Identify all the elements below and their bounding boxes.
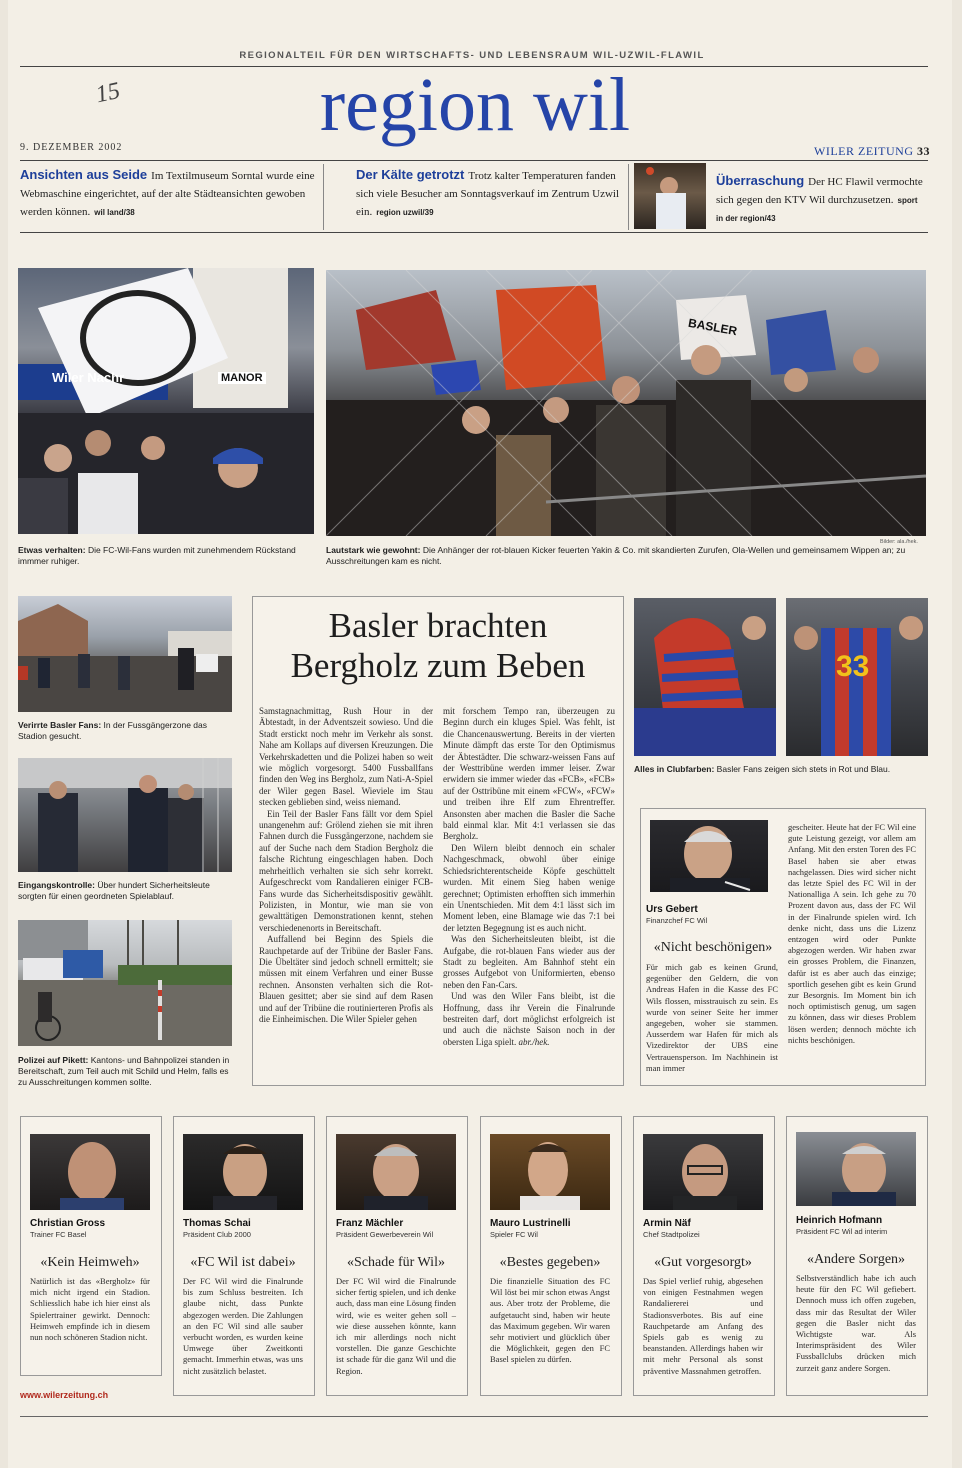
article-paragraph: Und was den Wiler Fans bleibt, ist die Hoffnung, dass ihr Verein die Finalrunde bestreiten darf, dort möglichst erfolgreich ist und auch die nächste Saison noch in der obersten Liga spielt. abr./hek. (443, 991, 615, 1047)
voice-name: Christian Gross (30, 1218, 106, 1229)
teaser-text: Im Textilmuseum Sorntal wurde eine Webmaschine eingerichtet, auf der alte Städteansichten gewoben werden können. (20, 170, 315, 218)
article-paragraph: Samstagnachmittag, Rush Hour in der Äbtestadt, in der Adventszeit sowieso. Und die Stadt erstickt noch mehr im Verkehr als sonst. Nahe am Kollaps auf diversen Kreuzungen. Die Verkehrskadetten und die Polizei haben so weit wie möglich vorgesorgt. 5400 Fussballfans finden den Weg ins Bergholz, zum Nati-A-Spiel der Wiler gegen Basel. Wieviele im Stau stecken geblieben sind, weiss niemand. (259, 706, 433, 808)
teaser-title: Überraschung (716, 173, 805, 188)
article-paragraph: Den Wilern bleibt dennoch ein schaler Nachgeschmack, obwohl über einige Schiedsrichterentscheide Köpfe geschüttelt wurden. Mit einem Sieg haben wenige gerechnet; Optimisten erhofften sich immerhin ein Unentschieden. Mit dem 4:1 lässt sich im Moment leben, eine Blamage wie das 7:1 bei der letzten Begegnung ist es auch nicht. (443, 842, 615, 933)
teaser-2 (356, 166, 626, 220)
voice-quote: «Andere Sorgen» (806, 1252, 906, 1267)
teaser-text: Trotz kalter Temperaturen fanden sich viele Besucher am Sonntagsverkauf im Zentrum Uzwil ein. (356, 170, 620, 218)
teaser-1 (20, 166, 320, 220)
voice-text: Das Spiel verlief ruhig, abgesehen von einigen Festnahmen wegen Randaliererei und Stadionsverbotes. Bis auf eine Rauchpetarde am Anfang des Spiels gab es wenig zu beanstanden. Allerdings haben wir mit mehr Personal als sonst präventive Massnahmen getroffen. (643, 1276, 763, 1376)
voice-quote: «Gut vorgesorgt» (654, 1255, 752, 1270)
issue-date: 9. DEZEMBER 2002 (20, 142, 123, 153)
photo-armin-naef (643, 1134, 763, 1210)
voice-role: Präsident FC Wil ad interim (796, 1227, 888, 1236)
voice-text: Natürlich ist das «Bergholz» für mich nicht irgend ein Stadion. Schliesslich habe ich hier einst als Spielertrainer gewirkt. Dennoch: Heimweh empfinde ich in diesem nun noch schöneren Stadion nicht. (30, 1276, 150, 1343)
article-paragraph: mit forschem Tempo ran, überzeugen zu Beginn durch ein kluges Spiel. Was fehlt, ist die Chancenauswertung. Bereits in der vierten Minute dämpft das erste Tor den Optimismus der Äbtestädter. Die schwarz-weissen Fans auf der Westtribüne werden immer leiser. Zwar erwidern sie immer wieder das «FCB», «FCB» auf der Osttribüne mit einem «FCW», «FCW» und treiben ihre Elf zum Ehrentreffer. Ansonsten aber machen die Basler die Sache bald einmal klar. Mit 4:1 verlassen sie das Bergholz. (443, 706, 615, 842)
voice-name: Franz Mächler (336, 1218, 404, 1229)
handwritten-number: 15 (93, 77, 123, 109)
photo-credit: Bilder: ala./hek. (880, 539, 918, 545)
photo-fan-hat (634, 598, 776, 756)
caption-polizei: Polizei auf Pikett: Kantons- und Bahnpolizei standen in Bereitschaft, zum Teil auch mit Schild und Helm, falls es zu Ausschreitungen kommen sollte. (18, 1055, 230, 1087)
gebert-quote: «Nicht beschönigen» (653, 940, 773, 955)
voice-role: Chef Stadtpolizei (643, 1230, 700, 1239)
article-paragraph: Auffallend bei Beginn des Spiels die Rauchpetarde auf der Tribüne der Basler Fans. Die Übeltäter sind jedoch schnell ermittelt; sie müssen mit einem Verfahren und einer Busse rechnen. Ansonsten verhalten sich die Rot-Blauen gesittet; aber sie sind auf dem Rasen und auf der Tribüne die routinierteren Profis als die Einheimischen. Die Wiler Spieler gehen (259, 934, 433, 1024)
voice-name: Mauro Lustrinelli (490, 1218, 571, 1229)
voice-quote: «Kein Heimweh» (40, 1255, 140, 1270)
photo-basler-fans-street (18, 596, 232, 712)
teaser-ref: sport in der region/43 (716, 196, 918, 223)
teaser-ref: wil land/38 (94, 208, 135, 217)
gebert-text-left: Für mich gab es keinen Grund, gegenüber den Geldern, die von Andreas Hafen in die Kasse des FC Wils flossen, misstrauisch zu sein. Es wurde von seiner Seite her immer angegeben, woher sie stammen. Ausserdem war Hafen für mich als Vizedirektor der UBS eine Vertrauensperson. Im Nachhinein ist man immer (646, 962, 778, 1073)
photo-basel-fans (326, 270, 926, 536)
teaser-photo-handball (634, 163, 706, 229)
photo-christian-gross (30, 1134, 150, 1210)
photo-fan-jersey (786, 598, 928, 756)
voice-text: Der FC Wil wird die Finalrunde bis zum Schluss bestreiten. Ich glaube nicht, dass Punkte abgezogen werden. Die Zahlungen an den FC Wil sind alle sauber verbucht worden, es wurden keine Umwege über Zweitkonti gemacht. Immerhin etwas, was uns nicht zusätzlich belastet. (183, 1276, 303, 1376)
paper-name: WILER ZEITUNG 33 (814, 144, 930, 158)
voice-role: Spieler FC Wil (490, 1230, 538, 1239)
voice-role: Präsident Club 2000 (183, 1230, 251, 1239)
caption-verirrte-fans: Verirrte Basler Fans: In der Fussgängerzone das Stadion gesucht. (18, 720, 208, 741)
teaser-title: Der Kälte getrotzt (356, 167, 465, 182)
photo-wil-fans (18, 268, 314, 534)
teaser-title: Ansichten aus Seide (20, 167, 148, 182)
voice-role: Präsident Gewerbeverein Wil (336, 1230, 434, 1239)
svg-text:33: 33 (836, 650, 870, 683)
voice-name: Heinrich Hofmann (796, 1215, 883, 1226)
page-number: 33 (917, 144, 930, 158)
caption-etwas-verhalten: Etwas verhalten: Die FC-Wil-Fans wurden mit zunehmendem Rückstand immmer ruhiger. (18, 545, 296, 566)
voice-quote: «Bestes gegeben» (499, 1255, 601, 1270)
voice-text: Die finanzielle Situation des FC Wil löst bei mir schon etwas Angst aus. Aber trotz der Probleme, die aufgetaucht sind, haben wir heute das Maximum gegeben. Wir waren sehr motiviert und glücklich über die Möglichkeit, gegen den FC Basel spielen zu dürfen. (490, 1276, 610, 1365)
article-column-1 (259, 706, 433, 1025)
author-signature: abr./hek. (518, 1036, 550, 1047)
photo-eingangskontrolle (18, 758, 232, 872)
article-column-2 (443, 706, 615, 1048)
gebert-role: Finanzchef FC Wil (646, 916, 708, 925)
article-paragraph: Was den Sicherheitsleuten bleibt, ist die Aufgabe, die rot-blauen Fans wieder aus der Stadt zu begleiten. Am Bahnhof steht ein grosses Aufgebot von Uniformierten, ebenso neben den Fan-Cars. (443, 934, 615, 990)
gebert-name: Urs Gebert (646, 904, 698, 915)
gebert-text-right: gescheiter. Heute hat der FC Wil eine gute Leistung gezeigt, vor allem am Anfang. Mit den ersten Toren des FC Basel haben sie aber etwas nachgelassen. Dies wird sicher nicht das letzte Spiel des FC Wil in der Nationalliga A sein. Ich gehe zu 70 Prozent davon aus, dass der FC Wil in der Finalrunde spielen wird. Ich denke nicht, dass uns die Lizenz entzogen wird oder Punkte abgezogen werden. Wir haben zwar ein grosses Problem, die Finanzen, dafür ist es aber auch das einzige; sportlich gesehen gibt es kein Grund zur Besorgnis. Im Moment bin ich noch optimistisch genug, um sagen zu können, dass wir dieses Problem lösen werden; dennoch möchte ich nichts beschönigen. (788, 822, 916, 1045)
banner-manor: MANOR (218, 372, 266, 384)
photo-mauro-lustrinelli (490, 1134, 610, 1210)
supertitle: REGIONALTEIL FÜR DEN WIRTSCHAFTS- UND LEBENSRAUM WIL-UZWIL-FLAWIL (239, 50, 705, 61)
voice-name: Armin Näf (643, 1218, 691, 1229)
voice-quote: «Schade für Wil» (347, 1255, 445, 1270)
article-paragraph: Ein Teil der Basler Fans fällt vor dem Spiel unangenehm auf: Grölend ziehen sie mit ihren Fahnen durch die Fussgängerzone, nachdem sie auf der Suche nach dem Stadion Bergholz die falsche Richtung eingeschlagen haben. Doch mehrheitlich verhalten sie sich sehr korrekt. Aufgeschreckt vom Randalieren einiger FCB-Fans wurde das Sicherheitsdispositiv gewählt. Polizisten, in Montur, wie man sie von gewalttätigen Demonstrationen kennt, stehen verschiedenenorts in Bereitschaft. (259, 808, 433, 933)
photo-franz-maechler (336, 1134, 456, 1210)
caption-eingangskontrolle: Eingangskontrolle: Über hundert Sicherheitsleute sorgten für einen geordneten Spielablauf. (18, 880, 210, 901)
banner-wiler-nachrichten: Wiler Nachr (52, 370, 125, 385)
photo-thomas-schai (183, 1134, 303, 1210)
caption-lautstark: Lautstark wie gewohnt: Die Anhänger der rot-blauen Kicker feuerten Yakin & Co. mit skandierten Zurufen, Ola-Wellen und gemeinsamem Wippen an; zu Ausschreitungen kam es nicht. (326, 545, 906, 566)
photo-polizei-pikett (18, 920, 232, 1046)
caption-clubfarben: Alles in Clubfarben: Basler Fans zeigen sich stets in Rot und Blau. (634, 764, 891, 774)
voice-text: Selbstverständlich habe ich auch heute für den FC Wil gefiebert. Dennoch muss ich offen zugeben, dass mir das Resultat der Wiler gegen die Basler nicht das Wichtigste war. Als Interimspräsident des Wiler Fussballclubs drücken mich zurzeit ganz andere Sorgen. (796, 1273, 916, 1373)
voice-text: Der FC Wil wird die Finalrunde sicher fertig spielen, und ich denke auch, dass man eine Lösung finden wird, wie es weiter gehen soll – wie diese aussehen könnte, kann ich mir allerdings noch nicht vorstellen. Die ganze Geschichte ist schade für die ganz Wil und die Region. (336, 1276, 456, 1376)
headline-line-1: Basler brachten (328, 606, 548, 645)
photo-heinrich-hofmann (796, 1132, 916, 1206)
teaser-text: Der HC Flawil vermochte sich gegen den KTV Wil durchzusetzen. (716, 176, 923, 206)
voice-name: Thomas Schai (183, 1218, 251, 1229)
website-link[interactable]: www.wilerzeitung.ch (20, 1390, 109, 1400)
teaser-ref: region uzwil/39 (376, 208, 434, 217)
masthead: region wil (319, 63, 631, 147)
headline-line-2: Bergholz zum Beben (290, 646, 586, 685)
voice-role: Trainer FC Basel (30, 1230, 87, 1239)
teaser-3 (716, 172, 926, 226)
banner-basler: BASLER (687, 315, 739, 339)
photo-urs-gebert (650, 820, 768, 892)
voice-quote: «FC Wil ist dabei» (190, 1255, 296, 1270)
